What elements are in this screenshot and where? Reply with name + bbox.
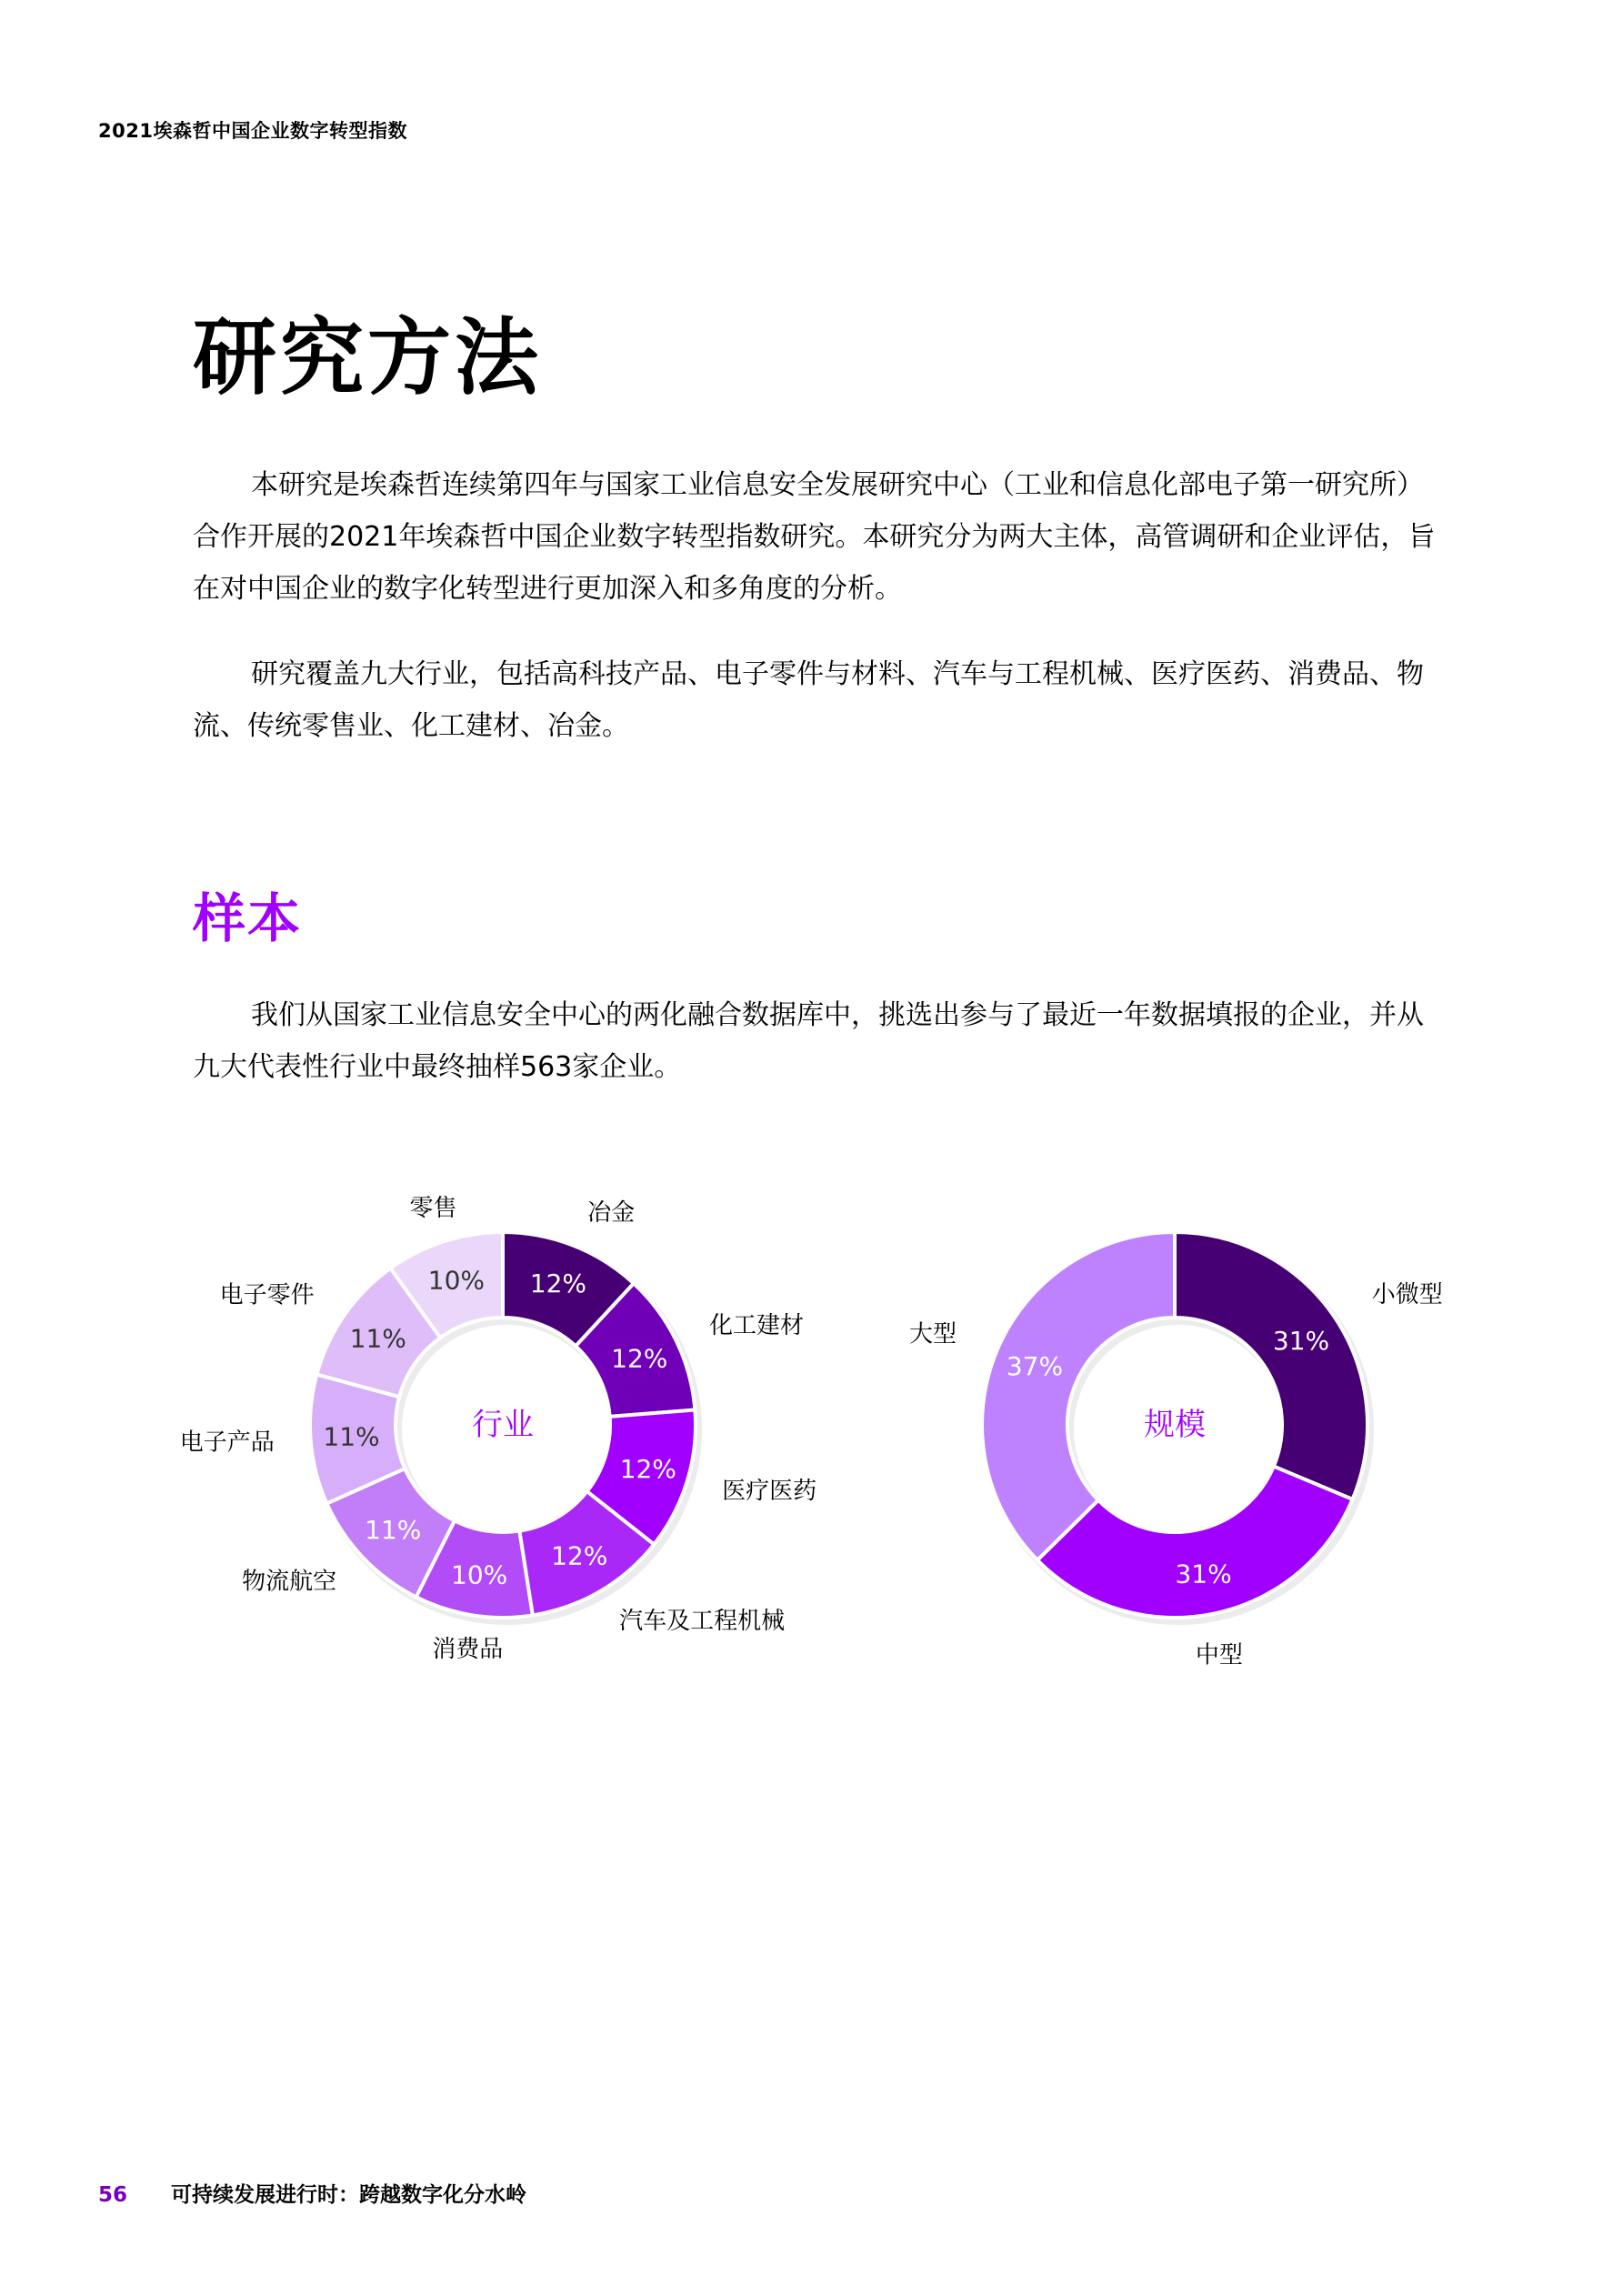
donut-center-label: 行业	[472, 1407, 534, 1443]
slice-value-label: 31%	[1175, 1559, 1232, 1589]
donut-charts	[0, 1173, 1623, 1682]
slice-value-label: 11%	[365, 1514, 422, 1545]
donut-center-label: 规模	[1144, 1407, 1206, 1443]
slice-category-label: 物流航空	[242, 1568, 337, 1596]
slice-category-label: 大型	[909, 1320, 957, 1349]
size-donut-chart	[909, 1232, 1443, 1669]
slice-value-label: 11%	[349, 1323, 406, 1354]
sample-paragraph: 我们从国家工业信息安全中心的两化融合数据库中，挑选出参与了最近一年数据填报的企业，并从九大代表性行业中最终抽样563家企业。	[193, 999, 1424, 1083]
footer-report-title: 可持续发展进行时：跨越数字化分水岭	[171, 2183, 527, 2207]
slice-value-label: 12%	[551, 1540, 608, 1571]
slice-category-label: 零售	[409, 1194, 457, 1222]
slice-value-label: 31%	[1272, 1325, 1330, 1356]
slice-category-label: 小微型	[1371, 1281, 1443, 1309]
donut-slice	[1175, 1232, 1368, 1499]
slice-value-label: 37%	[1006, 1350, 1064, 1381]
sample-section-title: 样本	[193, 887, 303, 949]
page-number: 56	[98, 2183, 128, 2207]
slice-category-label: 汽车及工程机械	[619, 1607, 786, 1635]
slice-category-label: 电子零件	[219, 1281, 315, 1309]
footer	[98, 2178, 526, 2208]
slice-category-label: 化工建材	[709, 1312, 805, 1340]
page-title: 研究方法	[193, 309, 543, 406]
slice-value-label: 11%	[323, 1421, 380, 1452]
slice-category-label: 中型	[1195, 1641, 1243, 1669]
slice-category-label: 电子产品	[179, 1429, 275, 1457]
slice-value-label: 12%	[529, 1268, 587, 1298]
intro-paragraph: 本研究是埃森哲连续第四年与国家工业信息安全发展研究中心（工业和信息化部电子第一研究所）合作开展的2021年埃森哲中国企业数字转型指数研究。本研究分为两大主体，高管调研和企业评估，旨在对中国企业的数字化转型进行更加深入和多角度的分析。	[193, 469, 1436, 605]
slice-category-label: 消费品	[432, 1635, 504, 1663]
slice-value-label: 12%	[619, 1454, 676, 1485]
slice-category-label: 医疗医药	[722, 1477, 817, 1505]
slice-category-label: 冶金	[587, 1199, 636, 1228]
slice-value-label: 12%	[611, 1343, 668, 1374]
industry-coverage-paragraph: 研究覆盖九大行业，包括高科技产品、电子零件与材料、汽车与工程机械、医疗医药、消费品、物流、传统零售业、化工建材、冶金。	[193, 658, 1424, 742]
industry-donut-chart	[180, 1195, 817, 1663]
slice-value-label: 10%	[451, 1559, 508, 1590]
slice-value-label: 10%	[427, 1265, 486, 1296]
running-header: 2021埃森哲中国企业数字转型指数	[98, 120, 407, 142]
